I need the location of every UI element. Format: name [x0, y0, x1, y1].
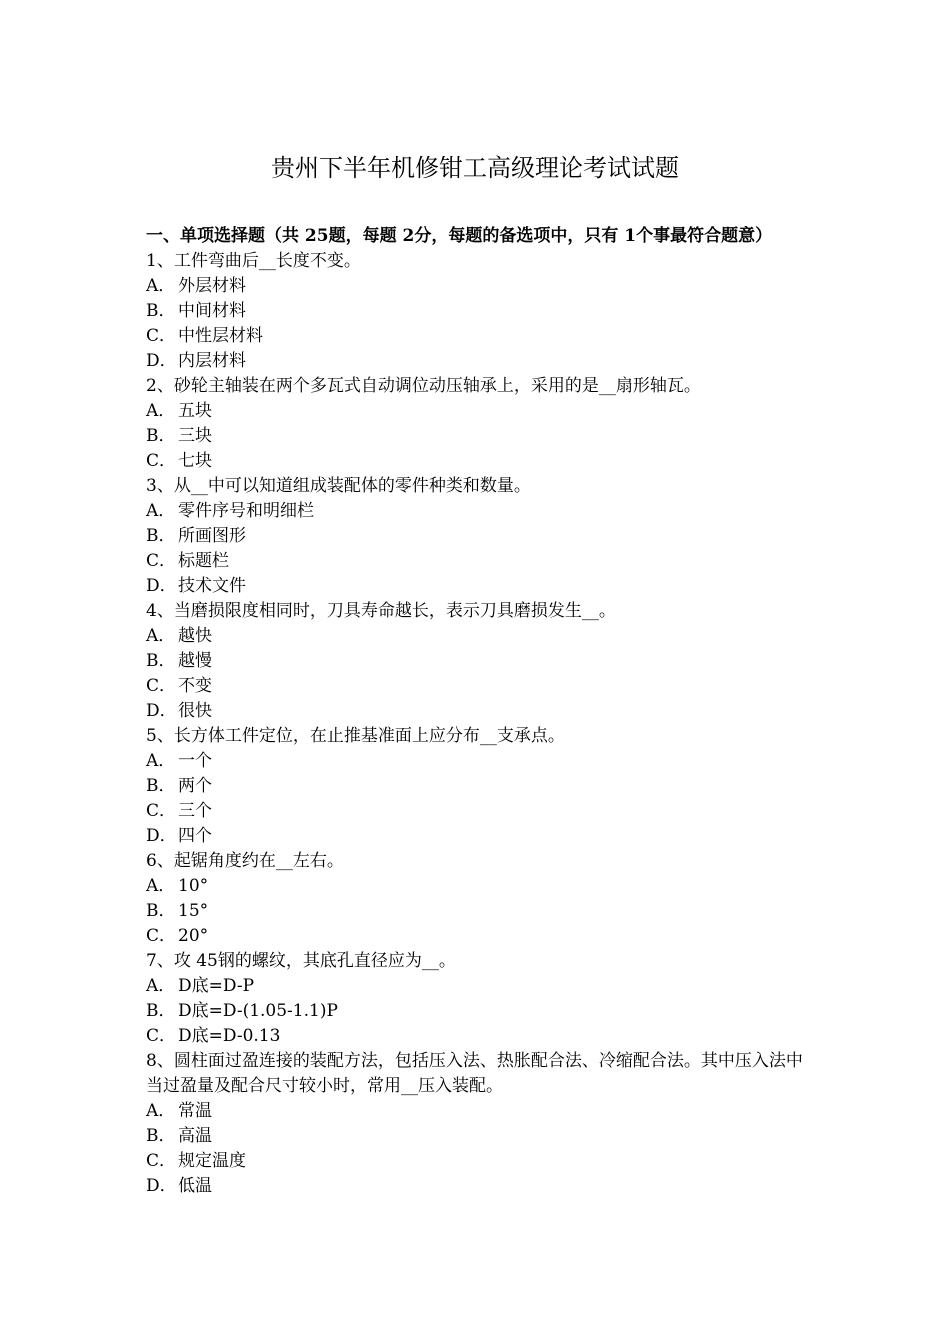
option-list — [146, 499, 810, 599]
option-text: 外层材料 — [178, 276, 246, 296]
answer-option — [146, 699, 810, 724]
option-letter: C． — [146, 1026, 177, 1046]
option-letter: C． — [146, 801, 177, 821]
option-text: 标题栏 — [178, 551, 229, 571]
option-text: 低温 — [178, 1176, 212, 1196]
question-block — [146, 249, 810, 374]
option-text: 三个 — [178, 801, 212, 821]
option-letter: B． — [146, 1001, 176, 1021]
answer-option — [146, 1124, 810, 1149]
answer-option — [146, 524, 810, 549]
option-text: D底=D-P — [178, 976, 255, 996]
option-text: 所画图形 — [178, 526, 246, 546]
option-letter: A． — [146, 876, 176, 896]
answer-option — [146, 299, 810, 324]
option-letter: B． — [146, 901, 176, 921]
option-text: 零件序号和明细栏 — [178, 501, 314, 521]
option-letter: B． — [146, 301, 176, 321]
answer-option — [146, 924, 810, 949]
answer-option — [146, 274, 810, 299]
section-heading: 一、单项选择题（共 25题，每题 2分，每题的备选项中，只有 1个事最符合题意） — [146, 226, 773, 246]
answer-option — [146, 899, 810, 924]
answer-option — [146, 624, 810, 649]
option-text: 很快 — [178, 701, 212, 721]
option-letter: D． — [146, 1176, 177, 1196]
option-list — [146, 974, 810, 1049]
option-letter: A． — [146, 401, 176, 421]
question-stem: 6、起锯角度约在__左右。 — [146, 851, 344, 871]
answer-option — [146, 574, 810, 599]
question-block — [146, 849, 810, 949]
question-stem: 8、圆柱面过盈连接的装配方法，包括压入法、热胀配合法、冷缩配合法。其中压入法中当过盈量及配合尺寸较小时，常用__压入装配。 — [146, 1051, 803, 1096]
option-text: 内层材料 — [178, 351, 246, 371]
option-text: 高温 — [178, 1126, 212, 1146]
answer-option — [146, 649, 810, 674]
option-letter: B． — [146, 776, 176, 796]
option-text: 越快 — [178, 626, 212, 646]
question-block — [146, 474, 810, 599]
answer-option — [146, 349, 810, 374]
option-text: 四个 — [178, 826, 212, 846]
option-text: 三块 — [178, 426, 212, 446]
document-body — [146, 224, 810, 1199]
option-letter: C． — [146, 551, 177, 571]
option-text: D底=D-0.13 — [178, 1026, 281, 1046]
question-block — [146, 724, 810, 849]
option-text: 两个 — [178, 776, 212, 796]
option-letter: C． — [146, 326, 177, 346]
answer-option — [146, 1024, 810, 1049]
option-text: 中性层材料 — [178, 326, 263, 346]
option-letter: C． — [146, 451, 177, 471]
question-stem: 3、从__中可以知道组成装配体的零件种类和数量。 — [146, 476, 531, 496]
answer-option — [146, 874, 810, 899]
answer-option — [146, 399, 810, 424]
option-text: 10° — [178, 876, 209, 896]
answer-option — [146, 674, 810, 699]
option-list — [146, 274, 810, 374]
option-text: 规定温度 — [178, 1151, 246, 1171]
option-letter: B． — [146, 526, 176, 546]
answer-option — [146, 824, 810, 849]
option-letter: B． — [146, 651, 176, 671]
question-stem: 2、砂轮主轴装在两个多瓦式自动调位动压轴承上，采用的是__扇形轴瓦。 — [146, 376, 701, 396]
question-block — [146, 599, 810, 724]
option-letter: A． — [146, 626, 176, 646]
answer-option — [146, 1149, 810, 1174]
option-text: D底=D-(1.05-1.1)P — [178, 1001, 338, 1021]
option-text: 不变 — [178, 676, 212, 696]
answer-option — [146, 449, 810, 474]
option-text: 一个 — [178, 751, 212, 771]
question-block — [146, 374, 810, 474]
question-stem: 5、长方体工件定位，在止推基准面上应分布__支承点。 — [146, 726, 565, 746]
answer-option — [146, 774, 810, 799]
answer-option — [146, 324, 810, 349]
option-list — [146, 399, 810, 474]
option-text: 技术文件 — [178, 576, 246, 596]
option-text: 20° — [178, 926, 209, 946]
answer-option — [146, 1174, 810, 1199]
answer-option — [146, 749, 810, 774]
option-letter: C． — [146, 676, 177, 696]
option-text: 七块 — [178, 451, 212, 471]
question-stem: 7、攻 45钢的螺纹，其底孔直径应为__。 — [146, 951, 456, 971]
option-letter: A． — [146, 976, 176, 996]
option-text: 15° — [178, 901, 209, 921]
option-letter: B． — [146, 1126, 176, 1146]
option-letter: A． — [146, 1101, 176, 1121]
answer-option — [146, 549, 810, 574]
answer-option — [146, 974, 810, 999]
option-letter: A． — [146, 751, 176, 771]
option-list — [146, 874, 810, 949]
answer-option — [146, 424, 810, 449]
option-letter: D． — [146, 701, 177, 721]
option-list — [146, 624, 810, 724]
option-letter: C． — [146, 1151, 177, 1171]
answer-option — [146, 1099, 810, 1124]
option-letter: D． — [146, 351, 177, 371]
answer-option — [146, 999, 810, 1024]
question-block — [146, 949, 810, 1049]
option-text: 中间材料 — [178, 301, 246, 321]
option-list — [146, 749, 810, 849]
option-letter: D． — [146, 826, 177, 846]
option-list — [146, 1099, 810, 1199]
question-list — [146, 249, 810, 1199]
option-letter: D． — [146, 576, 177, 596]
option-letter: C． — [146, 926, 177, 946]
option-letter: A． — [146, 501, 176, 521]
option-text: 五块 — [178, 401, 212, 421]
option-text: 常温 — [178, 1101, 212, 1121]
question-stem: 1、工件弯曲后__长度不变。 — [146, 251, 361, 271]
answer-option — [146, 499, 810, 524]
question-block — [146, 1049, 810, 1199]
option-text: 越慢 — [178, 651, 212, 671]
answer-option — [146, 799, 810, 824]
option-letter: A． — [146, 276, 176, 296]
document-title: 贵州下半年机修钳工高级理论考试试题 — [271, 154, 679, 182]
option-letter: B． — [146, 426, 176, 446]
question-stem: 4、当磨损限度相同时，刀具寿命越长，表示刀具磨损发生__。 — [146, 601, 616, 621]
